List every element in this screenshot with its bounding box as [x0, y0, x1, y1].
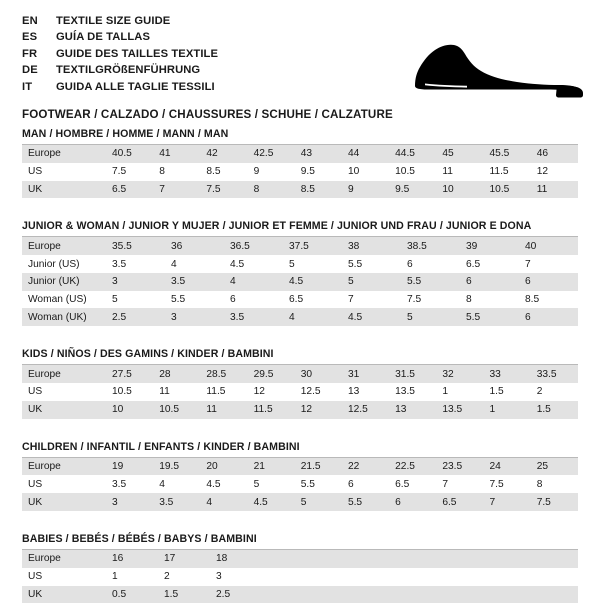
cell: 5.5: [165, 291, 224, 309]
cell: 1: [484, 401, 531, 419]
cell: 3.5: [165, 273, 224, 291]
table-row: [22, 181, 578, 199]
table-row: [22, 145, 578, 163]
row-label: Europe: [22, 237, 106, 255]
cell: 32: [436, 365, 483, 383]
language-row: [22, 80, 218, 96]
cell: 9.5: [389, 181, 436, 199]
cell: 40: [519, 237, 578, 255]
cell: 3.5: [106, 255, 165, 273]
table-row: [22, 550, 578, 568]
cell: 6: [224, 291, 283, 309]
cell: 43: [295, 145, 342, 163]
cell: 12: [248, 383, 295, 401]
cell: 6.5: [106, 181, 153, 199]
cell-empty: [262, 568, 578, 586]
cell: 4.5: [248, 493, 295, 511]
cell: 8.5: [200, 163, 247, 181]
cell: 39: [460, 237, 519, 255]
cell: 5.5: [460, 308, 519, 326]
cell: 11: [436, 163, 483, 181]
cell: 30: [295, 365, 342, 383]
cell: 16: [106, 550, 158, 568]
cell: 7.5: [200, 181, 247, 199]
cell: 6: [519, 273, 578, 291]
language-title: TEXTILGRÖßENFÜHRUNG: [56, 63, 218, 79]
cell: 29.5: [248, 365, 295, 383]
cell: 25: [531, 458, 578, 476]
cell: 46: [531, 145, 578, 163]
cell: 19: [106, 458, 153, 476]
cell: 5: [295, 493, 342, 511]
cell: 10: [342, 163, 389, 181]
cell: 6: [342, 475, 389, 493]
row-label: UK: [22, 401, 106, 419]
group-title: KIDS / NIÑOS / DES GAMINS / KINDER / BAMBINI: [22, 348, 578, 365]
size-group-kids: [22, 348, 578, 418]
table-row: [22, 493, 578, 511]
cell: 17: [158, 550, 210, 568]
cell: 13.5: [389, 383, 436, 401]
table-row: [22, 401, 578, 419]
size-table: [22, 550, 578, 603]
cell: 3: [106, 273, 165, 291]
cell: 4: [224, 273, 283, 291]
language-title: GUÍA DE TALLAS: [56, 30, 218, 46]
language-code: FR: [22, 47, 56, 63]
cell: 3.5: [153, 493, 200, 511]
row-label: US: [22, 475, 106, 493]
cell: 22: [342, 458, 389, 476]
cell: 2.5: [210, 586, 262, 603]
language-code: ES: [22, 30, 56, 46]
cell: 21.5: [295, 458, 342, 476]
cell: 38: [342, 237, 401, 255]
cell: 0.5: [106, 586, 158, 603]
cell: 2.5: [106, 308, 165, 326]
cell: 42: [200, 145, 247, 163]
cell: 9: [342, 181, 389, 199]
language-title: GUIDA ALLE TAGLIE TESSILI: [56, 80, 218, 96]
size-group-junior-woman: [22, 220, 578, 326]
cell: 4: [283, 308, 342, 326]
row-label: Europe: [22, 365, 106, 383]
cell: 7: [519, 255, 578, 273]
cell: 2: [158, 568, 210, 586]
cell: 2: [531, 383, 578, 401]
cell: 10: [436, 181, 483, 199]
cell: 31: [342, 365, 389, 383]
cell: 37.5: [283, 237, 342, 255]
cell: 31.5: [389, 365, 436, 383]
cell: 7: [484, 493, 531, 511]
cell: 3: [165, 308, 224, 326]
cell: 1.5: [484, 383, 531, 401]
row-label: Europe: [22, 550, 106, 568]
cell: 7: [342, 291, 401, 309]
cell: 6: [401, 255, 460, 273]
cell: 1.5: [158, 586, 210, 603]
cell: 12: [531, 163, 578, 181]
table-row: [22, 237, 578, 255]
cell: 8: [153, 163, 200, 181]
cell: 36.5: [224, 237, 283, 255]
cell: 21: [248, 458, 295, 476]
cell: 6.5: [389, 475, 436, 493]
cell-empty: [262, 586, 578, 603]
cell: 10.5: [389, 163, 436, 181]
cell: 7.5: [531, 493, 578, 511]
row-label: Junior (UK): [22, 273, 106, 291]
cell-empty: [262, 550, 578, 568]
cell: 5.5: [342, 255, 401, 273]
cell: 3.5: [224, 308, 283, 326]
cell: 44.5: [389, 145, 436, 163]
row-label: UK: [22, 586, 106, 603]
cell: 19.5: [153, 458, 200, 476]
cell: 6: [519, 308, 578, 326]
cell: 7.5: [484, 475, 531, 493]
cell: 9.5: [295, 163, 342, 181]
cell: 3.5: [106, 475, 153, 493]
size-table: [22, 237, 578, 326]
cell: 4: [153, 475, 200, 493]
cell: 7.5: [106, 163, 153, 181]
cell: 11.5: [248, 401, 295, 419]
size-group-babies: [22, 533, 578, 603]
cell: 28.5: [200, 365, 247, 383]
language-title: GUIDE DES TAILLES TEXTILE: [56, 47, 218, 63]
cell: 5: [401, 308, 460, 326]
cell: 4.5: [283, 273, 342, 291]
cell: 45: [436, 145, 483, 163]
cell: 1: [106, 568, 158, 586]
row-label: US: [22, 568, 106, 586]
cell: 8: [531, 475, 578, 493]
cell: 13: [342, 383, 389, 401]
cell: 6.5: [436, 493, 483, 511]
cell: 6: [460, 273, 519, 291]
cell: 12: [295, 401, 342, 419]
cell: 3: [106, 493, 153, 511]
group-title: JUNIOR & WOMAN / JUNIOR Y MUJER / JUNIOR ET FEMME / JUNIOR UND FRAU / JUNIOR E DONA: [22, 220, 578, 237]
language-title: TEXTILE SIZE GUIDE: [56, 14, 218, 30]
language-code: IT: [22, 80, 56, 96]
cell: 5: [342, 273, 401, 291]
cell: 27.5: [106, 365, 153, 383]
cell: 4.5: [224, 255, 283, 273]
cell: 5: [248, 475, 295, 493]
cell: 33: [484, 365, 531, 383]
cell: 12.5: [342, 401, 389, 419]
cell: 8.5: [519, 291, 578, 309]
row-label: UK: [22, 181, 106, 199]
cell: 23.5: [436, 458, 483, 476]
cell: 4: [165, 255, 224, 273]
row-label: Europe: [22, 458, 106, 476]
cell: 10: [106, 401, 153, 419]
cell: 11.5: [484, 163, 531, 181]
group-title: MAN / HOMBRE / HOMME / MANN / MAN: [22, 128, 578, 145]
language-row: [22, 47, 218, 63]
row-label: US: [22, 383, 106, 401]
cell: 11: [153, 383, 200, 401]
language-row: [22, 63, 218, 79]
cell: 5.5: [295, 475, 342, 493]
language-row: [22, 14, 218, 30]
cell: 41: [153, 145, 200, 163]
cell: 5: [283, 255, 342, 273]
size-table: [22, 458, 578, 511]
table-row: [22, 291, 578, 309]
section-title: FOOTWEAR / CALZADO / CHAUSSURES / SCHUHE / CALZATURE: [22, 108, 578, 121]
cell: 6: [389, 493, 436, 511]
cell: 8: [248, 181, 295, 199]
cell: 6.5: [283, 291, 342, 309]
dress-shoe-icon: [407, 32, 587, 102]
cell: 8: [460, 291, 519, 309]
cell: 36: [165, 237, 224, 255]
group-title: BABIES / BEBÉS / BÉBÉS / BABYS / BAMBINI: [22, 533, 578, 550]
cell: 5.5: [342, 493, 389, 511]
cell: 12.5: [295, 383, 342, 401]
language-row: [22, 30, 218, 46]
language-code: DE: [22, 63, 56, 79]
cell: 11: [531, 181, 578, 199]
size-group-man: [22, 128, 578, 198]
language-code: EN: [22, 14, 56, 30]
cell: 45.5: [484, 145, 531, 163]
cell: 10.5: [106, 383, 153, 401]
table-row: [22, 365, 578, 383]
cell: 33.5: [531, 365, 578, 383]
cell: 11.5: [200, 383, 247, 401]
table-row: [22, 273, 578, 291]
language-title-list: [22, 14, 218, 96]
row-label: Europe: [22, 145, 106, 163]
cell: 22.5: [389, 458, 436, 476]
size-group-children: [22, 441, 578, 511]
cell: 28: [153, 365, 200, 383]
table-row: [22, 383, 578, 401]
cell: 4.5: [342, 308, 401, 326]
cell: 20: [200, 458, 247, 476]
cell: 10.5: [153, 401, 200, 419]
row-label: UK: [22, 493, 106, 511]
cell: 18: [210, 550, 262, 568]
cell: 4: [200, 493, 247, 511]
cell: 8.5: [295, 181, 342, 199]
size-table: [22, 365, 578, 418]
cell: 13: [389, 401, 436, 419]
table-row: [22, 458, 578, 476]
cell: 5: [106, 291, 165, 309]
table-row: [22, 475, 578, 493]
cell: 1: [436, 383, 483, 401]
cell: 4.5: [200, 475, 247, 493]
cell: 24: [484, 458, 531, 476]
row-label: Junior (US): [22, 255, 106, 273]
table-row: [22, 308, 578, 326]
document-header: [22, 14, 578, 106]
table-row: [22, 255, 578, 273]
table-row: [22, 586, 578, 603]
cell: 11: [200, 401, 247, 419]
cell: 7: [436, 475, 483, 493]
cell: 7: [153, 181, 200, 199]
cell: 6.5: [460, 255, 519, 273]
cell: 13.5: [436, 401, 483, 419]
size-table: [22, 145, 578, 198]
row-label: Woman (UK): [22, 308, 106, 326]
language-title-body: [22, 14, 218, 96]
cell: 5.5: [401, 273, 460, 291]
cell: 44: [342, 145, 389, 163]
cell: 42.5: [248, 145, 295, 163]
cell: 3: [210, 568, 262, 586]
cell: 10.5: [484, 181, 531, 199]
table-row: [22, 163, 578, 181]
table-row: [22, 568, 578, 586]
row-label: Woman (US): [22, 291, 106, 309]
row-label: US: [22, 163, 106, 181]
cell: 9: [248, 163, 295, 181]
cell: 40.5: [106, 145, 153, 163]
cell: 7.5: [401, 291, 460, 309]
cell: 35.5: [106, 237, 165, 255]
cell: 38.5: [401, 237, 460, 255]
cell: 1.5: [531, 401, 578, 419]
group-title: CHILDREN / INFANTIL / ENFANTS / KINDER / BAMBINI: [22, 441, 578, 458]
